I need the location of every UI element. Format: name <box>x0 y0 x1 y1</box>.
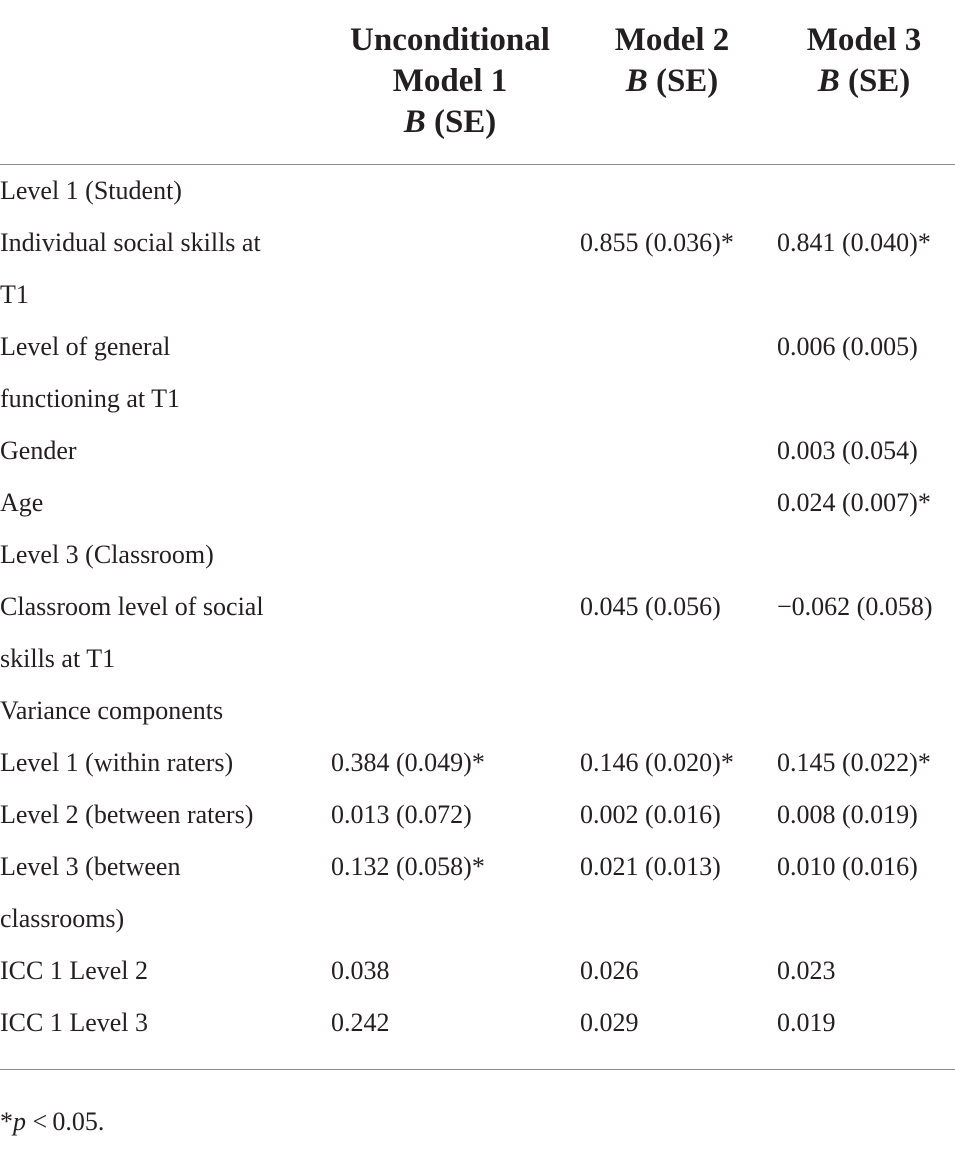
row-label-line: functioning at T1 <box>0 384 181 413</box>
table-row <box>0 217 955 321</box>
row-label <box>0 477 310 529</box>
table-row <box>0 581 955 685</box>
row-label <box>0 841 310 945</box>
column-header-subtitle <box>578 61 766 102</box>
table-row <box>0 789 955 841</box>
table-header <box>0 0 955 165</box>
cell-model-1: 0.132 (0.058)* <box>331 852 485 881</box>
row-label-line: Level 3 (between <box>0 852 181 881</box>
column-header-model-3 <box>773 20 955 102</box>
row-label <box>0 321 310 425</box>
cell-model-2: 0.021 (0.013) <box>580 852 721 881</box>
column-header-subtitle <box>330 102 570 143</box>
row-label-line: Level 2 (between raters) <box>0 800 254 829</box>
row-label <box>0 425 310 477</box>
column-header-subtitle <box>773 61 955 102</box>
cell-model-3: 0.019 <box>777 1008 836 1037</box>
row-label-line: ICC 1 Level 2 <box>0 956 149 985</box>
row-label-line: classrooms) <box>0 904 125 933</box>
column-header-model-1 <box>330 20 570 143</box>
cell-model-1: 0.242 <box>331 1008 390 1037</box>
footnote-text: < 0.05. <box>26 1107 105 1136</box>
cell-model-1: 0.384 (0.049)* <box>331 748 485 777</box>
column-header-line: Model 3 <box>806 22 922 58</box>
column-header-line: Model 1 <box>392 63 508 99</box>
row-label-line: Variance components <box>0 696 224 725</box>
row-label-line: T1 <box>0 280 29 309</box>
cell-model-2: 0.146 (0.020)* <box>580 748 734 777</box>
footnote-star: * <box>0 1107 13 1136</box>
row-label-line: Level of general <box>0 332 171 361</box>
row-label-line: Age <box>0 488 44 517</box>
cell-model-2: 0.026 <box>580 956 639 985</box>
row-label <box>0 685 310 737</box>
cell-model-3: 0.024 (0.007)* <box>777 488 931 517</box>
se-label: (SE) <box>647 63 719 99</box>
row-label-line: Classroom level of social <box>0 592 264 621</box>
cell-model-3: −0.062 (0.058) <box>777 592 933 621</box>
column-header-line: Model 2 <box>614 22 730 58</box>
table-row <box>0 945 955 997</box>
cell-model-3: 0.010 (0.016) <box>777 852 918 881</box>
cell-model-3: 0.841 (0.040)* <box>777 228 931 257</box>
table-row <box>0 529 955 581</box>
row-label <box>0 997 310 1049</box>
se-label: (SE) <box>425 104 497 140</box>
row-label <box>0 789 310 841</box>
cell-model-3: 0.008 (0.019) <box>777 800 918 829</box>
column-header-model-2 <box>578 20 766 102</box>
row-label <box>0 529 310 581</box>
cell-model-3: 0.145 (0.022)* <box>777 748 931 777</box>
cell-model-2: 0.029 <box>580 1008 639 1037</box>
footnote-p: p <box>13 1107 26 1136</box>
row-label-line: Level 1 (Student) <box>0 176 182 205</box>
table-row <box>0 425 955 477</box>
row-label-line: Individual social skills at <box>0 228 261 257</box>
table-row <box>0 321 955 425</box>
cell-model-3: 0.023 <box>777 956 836 985</box>
coefficient-symbol: B <box>817 63 840 99</box>
table-bottom-divider <box>0 1069 955 1070</box>
cell-model-3: 0.006 (0.005) <box>777 332 918 361</box>
table-row <box>0 685 955 737</box>
table-row <box>0 477 955 529</box>
row-label <box>0 217 310 321</box>
table-body <box>0 165 955 1049</box>
row-label-line: Level 3 (Classroom) <box>0 540 214 569</box>
cell-model-2: 0.002 (0.016) <box>580 800 721 829</box>
row-label-line: Level 1 (within raters) <box>0 748 234 777</box>
column-header-line: Unconditional <box>350 22 550 58</box>
cell-model-2: 0.855 (0.036)* <box>580 228 734 257</box>
coefficient-symbol: B <box>625 63 648 99</box>
table-row <box>0 841 955 945</box>
row-label-line: ICC 1 Level 3 <box>0 1008 149 1037</box>
cell-model-1: 0.013 (0.072) <box>331 800 472 829</box>
row-label-line: skills at T1 <box>0 644 116 673</box>
row-label <box>0 581 310 685</box>
row-label <box>0 737 310 789</box>
cell-model-2: 0.045 (0.056) <box>580 592 721 621</box>
table-row <box>0 997 955 1049</box>
se-label: (SE) <box>839 63 911 99</box>
cell-model-1: 0.038 <box>331 956 390 985</box>
coefficient-symbol: B <box>403 104 426 140</box>
row-label <box>0 165 310 217</box>
row-label-line: Gender <box>0 436 77 465</box>
footnote <box>0 1105 104 1139</box>
table-row <box>0 737 955 789</box>
table-row <box>0 165 955 217</box>
row-label <box>0 945 310 997</box>
cell-model-3: 0.003 (0.054) <box>777 436 918 465</box>
